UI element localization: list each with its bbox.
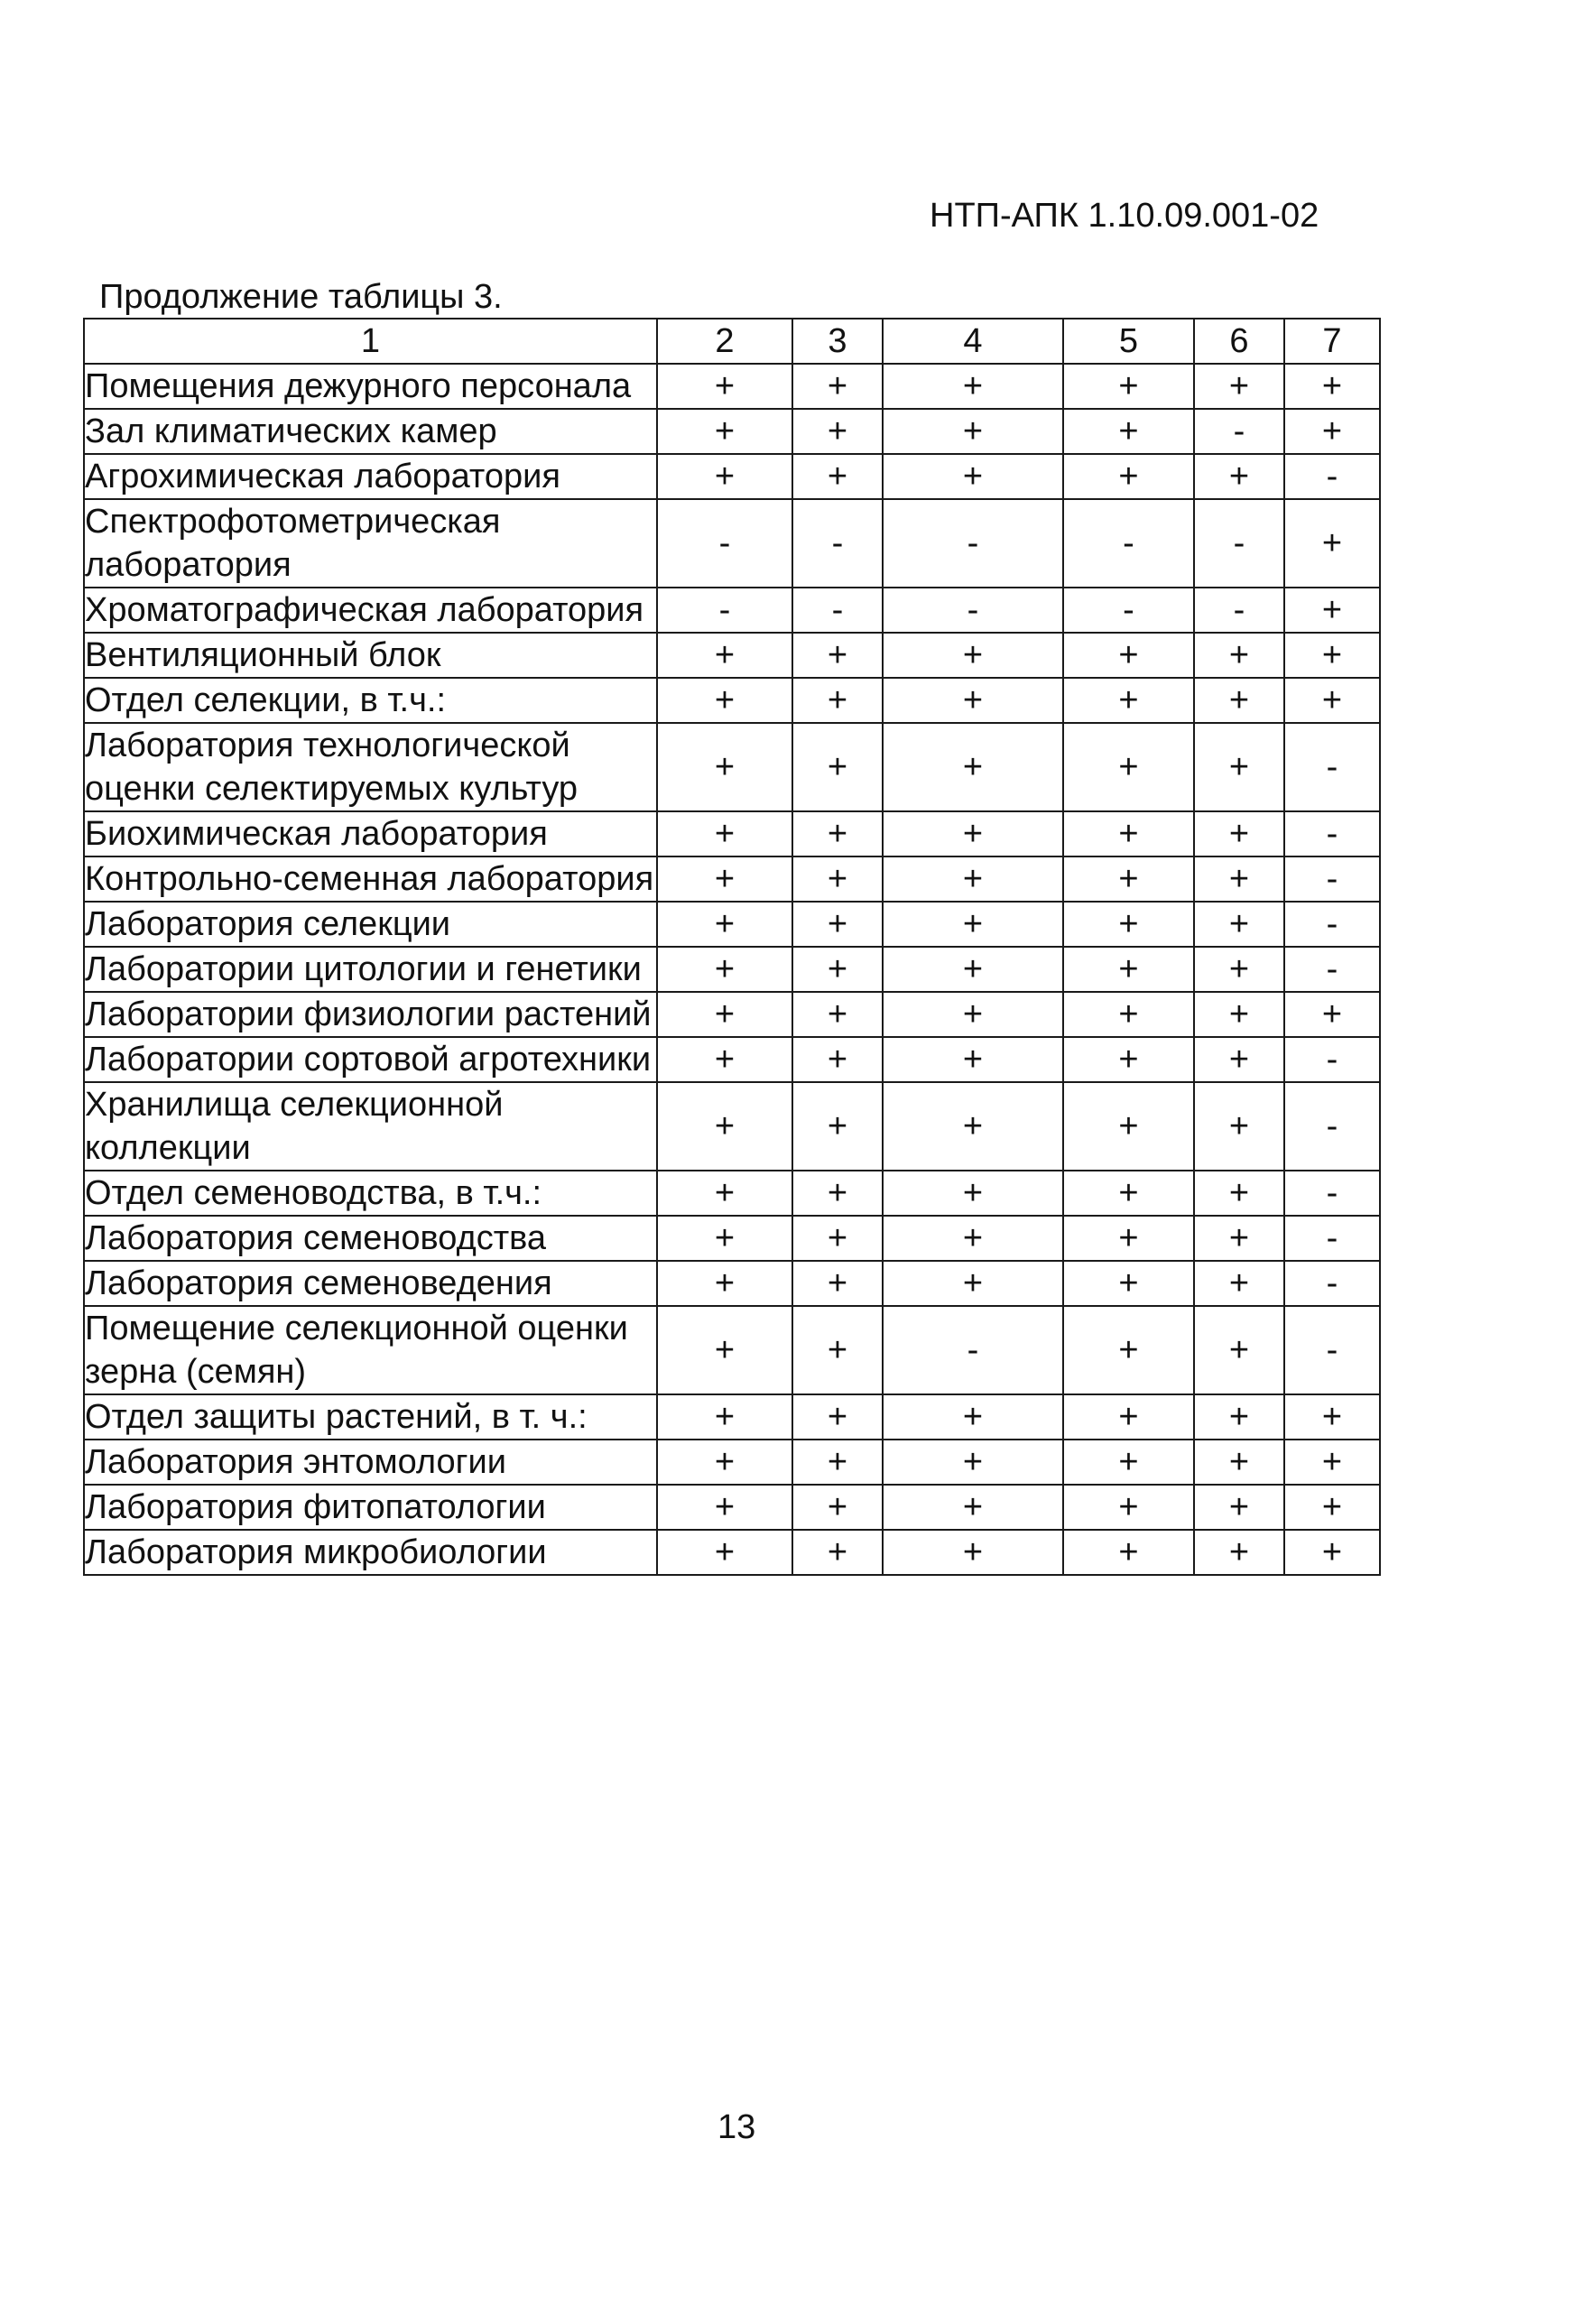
table-cell: + bbox=[1194, 1261, 1284, 1306]
table-cell: + bbox=[657, 947, 792, 992]
table-cell: - bbox=[883, 499, 1063, 588]
row-label: Лаборатории физиологии растений bbox=[84, 992, 657, 1037]
table-cell: + bbox=[657, 633, 792, 678]
table-row bbox=[84, 1082, 1380, 1171]
table-row bbox=[84, 723, 1380, 811]
table-cell: + bbox=[883, 1440, 1063, 1485]
table-cell: + bbox=[1284, 499, 1380, 588]
table-cell: + bbox=[1063, 678, 1194, 723]
table-cell: + bbox=[1194, 902, 1284, 947]
table-row bbox=[84, 992, 1380, 1037]
table-cell: + bbox=[1194, 947, 1284, 992]
document-code: НТП-АПК 1.10.09.001-02 bbox=[930, 197, 1319, 235]
table-cell: + bbox=[1194, 856, 1284, 902]
table-cell: + bbox=[883, 454, 1063, 499]
table-cell: + bbox=[1194, 678, 1284, 723]
row-label: Лаборатории сортовой агротехники bbox=[84, 1037, 657, 1082]
table-cell: + bbox=[883, 1530, 1063, 1575]
row-label: Вентиляционный блок bbox=[84, 633, 657, 678]
table-cell: - bbox=[1284, 811, 1380, 856]
table-cell: + bbox=[1063, 633, 1194, 678]
table-cell: - bbox=[883, 588, 1063, 633]
table-cell: + bbox=[792, 1306, 883, 1394]
table-cell: + bbox=[1063, 1216, 1194, 1261]
table-cell: + bbox=[1063, 1171, 1194, 1216]
table-cell: + bbox=[792, 1216, 883, 1261]
table-cell: - bbox=[1284, 856, 1380, 902]
row-label: Спектрофотометрическая лаборатория bbox=[84, 499, 657, 588]
row-label: Лаборатория энтомологии bbox=[84, 1440, 657, 1485]
table-row bbox=[84, 856, 1380, 902]
row-label: Помещения дежурного персонала bbox=[84, 364, 657, 409]
table-header-row bbox=[84, 319, 1380, 364]
column-header: 7 bbox=[1284, 319, 1380, 364]
table-cell: + bbox=[1194, 1440, 1284, 1485]
table-caption: Продолжение таблицы 3. bbox=[99, 278, 503, 316]
row-label: Лаборатория семеноводства bbox=[84, 1216, 657, 1261]
table-cell: + bbox=[1194, 1171, 1284, 1216]
row-label: Биохимическая лаборатория bbox=[84, 811, 657, 856]
table-row bbox=[84, 902, 1380, 947]
table-cell: + bbox=[792, 1440, 883, 1485]
table-cell: + bbox=[883, 902, 1063, 947]
table-cell: + bbox=[1194, 992, 1284, 1037]
row-label: Хранилища селекционной коллекции bbox=[84, 1082, 657, 1171]
table-cell: + bbox=[1284, 1394, 1380, 1440]
table-cell: + bbox=[1063, 947, 1194, 992]
row-label: Агрохимическая лаборатория bbox=[84, 454, 657, 499]
table-row bbox=[84, 409, 1380, 454]
row-label: Лаборатории цитологии и генетики bbox=[84, 947, 657, 992]
table-cell: - bbox=[1284, 1216, 1380, 1261]
row-label: Отдел семеноводства, в т.ч.: bbox=[84, 1171, 657, 1216]
table-cell: + bbox=[657, 1306, 792, 1394]
table-cell: + bbox=[657, 811, 792, 856]
table-row bbox=[84, 678, 1380, 723]
table-cell: + bbox=[657, 723, 792, 811]
column-header: 5 bbox=[1063, 319, 1194, 364]
table-cell: - bbox=[1284, 1037, 1380, 1082]
table-cell: + bbox=[1194, 1485, 1284, 1530]
table-cell: + bbox=[883, 1261, 1063, 1306]
table-row bbox=[84, 1485, 1380, 1530]
table-cell: + bbox=[883, 856, 1063, 902]
table-cell: + bbox=[1284, 633, 1380, 678]
row-label: Лаборатория технологической оценки селектируемых культур bbox=[84, 723, 657, 811]
table-cell: + bbox=[1194, 1306, 1284, 1394]
table-cell: - bbox=[1063, 499, 1194, 588]
table-row bbox=[84, 633, 1380, 678]
table-cell: + bbox=[1063, 723, 1194, 811]
table-cell: + bbox=[657, 409, 792, 454]
table-cell: + bbox=[657, 1261, 792, 1306]
table-cell: + bbox=[1194, 1037, 1284, 1082]
table-cell: + bbox=[657, 902, 792, 947]
table-cell: + bbox=[883, 723, 1063, 811]
table-cell: + bbox=[792, 902, 883, 947]
table-cell: + bbox=[1194, 811, 1284, 856]
table-cell: - bbox=[792, 499, 883, 588]
table-cell: + bbox=[792, 409, 883, 454]
table-cell: + bbox=[1063, 1530, 1194, 1575]
table-cell: - bbox=[1284, 1171, 1380, 1216]
table-cell: + bbox=[792, 947, 883, 992]
row-label: Лаборатория семеноведения bbox=[84, 1261, 657, 1306]
table-cell: + bbox=[1063, 409, 1194, 454]
row-label: Лаборатория селекции bbox=[84, 902, 657, 947]
table-cell: - bbox=[1284, 1261, 1380, 1306]
table-cell: + bbox=[657, 856, 792, 902]
table-cell: + bbox=[883, 1171, 1063, 1216]
row-label: Лаборатория фитопатологии bbox=[84, 1485, 657, 1530]
table-cell: + bbox=[792, 992, 883, 1037]
table-cell: + bbox=[657, 454, 792, 499]
table-cell: + bbox=[883, 633, 1063, 678]
table-cell: - bbox=[1194, 588, 1284, 633]
row-label: Контрольно-семенная лаборатория bbox=[84, 856, 657, 902]
table-cell: + bbox=[1284, 1440, 1380, 1485]
table-cell: + bbox=[792, 1530, 883, 1575]
table-cell: + bbox=[1063, 811, 1194, 856]
table-cell: + bbox=[1063, 1440, 1194, 1485]
table-row bbox=[84, 1530, 1380, 1575]
table-cell: + bbox=[1063, 364, 1194, 409]
table-cell: + bbox=[1194, 1530, 1284, 1575]
table-row bbox=[84, 811, 1380, 856]
table-cell: - bbox=[1284, 723, 1380, 811]
table-cell: + bbox=[657, 1530, 792, 1575]
table-cell: + bbox=[792, 723, 883, 811]
continuation-table bbox=[83, 318, 1381, 1576]
table-cell: + bbox=[792, 678, 883, 723]
table-cell: + bbox=[883, 1216, 1063, 1261]
table-row bbox=[84, 1216, 1380, 1261]
table-cell: + bbox=[1284, 364, 1380, 409]
table-cell: + bbox=[883, 678, 1063, 723]
table-cell: + bbox=[1063, 856, 1194, 902]
table-row bbox=[84, 1171, 1380, 1216]
table-cell: + bbox=[883, 811, 1063, 856]
table-cell: - bbox=[1284, 454, 1380, 499]
table-cell: + bbox=[883, 1394, 1063, 1440]
table-cell: + bbox=[657, 1171, 792, 1216]
table-cell: + bbox=[883, 1082, 1063, 1171]
table-cell: - bbox=[1284, 1082, 1380, 1171]
row-label: Хроматографическая лаборатория bbox=[84, 588, 657, 633]
table-cell: + bbox=[657, 678, 792, 723]
table-cell: + bbox=[1194, 454, 1284, 499]
table-cell: + bbox=[1063, 454, 1194, 499]
table-cell: - bbox=[657, 588, 792, 633]
table-cell: + bbox=[792, 811, 883, 856]
table-cell: + bbox=[792, 1485, 883, 1530]
table-cell: + bbox=[883, 1485, 1063, 1530]
table-cell: - bbox=[1284, 902, 1380, 947]
table-cell: + bbox=[1063, 902, 1194, 947]
table-cell: + bbox=[1063, 1306, 1194, 1394]
table-row bbox=[84, 1306, 1380, 1394]
row-label: Лаборатория микробиологии bbox=[84, 1530, 657, 1575]
table-cell: + bbox=[1194, 364, 1284, 409]
table-cell: + bbox=[792, 1261, 883, 1306]
column-header: 4 bbox=[883, 319, 1063, 364]
table-cell: + bbox=[1284, 678, 1380, 723]
table-cell: + bbox=[1063, 1261, 1194, 1306]
table-cell: + bbox=[883, 947, 1063, 992]
table-cell: + bbox=[1063, 1037, 1194, 1082]
table-cell: - bbox=[1194, 409, 1284, 454]
table-cell: + bbox=[883, 364, 1063, 409]
row-label: Отдел защиты растений, в т. ч.: bbox=[84, 1394, 657, 1440]
column-header: 3 bbox=[792, 319, 883, 364]
column-header: 2 bbox=[657, 319, 792, 364]
column-header: 6 bbox=[1194, 319, 1284, 364]
table-cell: + bbox=[657, 1440, 792, 1485]
table-cell: + bbox=[657, 1216, 792, 1261]
table-cell: + bbox=[1284, 992, 1380, 1037]
table-row bbox=[84, 1037, 1380, 1082]
table-cell: + bbox=[1284, 588, 1380, 633]
table-cell: + bbox=[1063, 1394, 1194, 1440]
table-cell: + bbox=[792, 1394, 883, 1440]
table-cell: + bbox=[883, 992, 1063, 1037]
table-row bbox=[84, 499, 1380, 588]
column-header: 1 bbox=[84, 319, 657, 364]
page-number: 13 bbox=[717, 2108, 756, 2146]
table-cell: + bbox=[792, 1037, 883, 1082]
table-row bbox=[84, 588, 1380, 633]
table-cell: - bbox=[1194, 499, 1284, 588]
table-cell: + bbox=[792, 856, 883, 902]
table-cell: + bbox=[657, 1037, 792, 1082]
table-cell: + bbox=[1063, 1082, 1194, 1171]
row-label: Помещение селекционной оценки зерна (семян) bbox=[84, 1306, 657, 1394]
table-cell: + bbox=[792, 364, 883, 409]
table-cell: + bbox=[1063, 1485, 1194, 1530]
table-cell: - bbox=[1284, 1306, 1380, 1394]
table-row bbox=[84, 1440, 1380, 1485]
table-cell: + bbox=[792, 1171, 883, 1216]
row-label: Отдел селекции, в т.ч.: bbox=[84, 678, 657, 723]
table-cell: + bbox=[792, 1082, 883, 1171]
table-cell: + bbox=[792, 633, 883, 678]
table-cell: + bbox=[1194, 1394, 1284, 1440]
table-cell: + bbox=[1194, 723, 1284, 811]
table-cell: - bbox=[1063, 588, 1194, 633]
table-cell: - bbox=[792, 588, 883, 633]
table-cell: + bbox=[1063, 992, 1194, 1037]
table-cell: + bbox=[1284, 409, 1380, 454]
table-row bbox=[84, 947, 1380, 992]
table-cell: + bbox=[657, 364, 792, 409]
table-cell: + bbox=[657, 1394, 792, 1440]
row-label: Зал климатических камер bbox=[84, 409, 657, 454]
table-cell: + bbox=[657, 1082, 792, 1171]
table-cell: + bbox=[1194, 633, 1284, 678]
table-row bbox=[84, 454, 1380, 499]
table-cell: + bbox=[883, 1037, 1063, 1082]
table-cell: + bbox=[657, 1485, 792, 1530]
table-row bbox=[84, 364, 1380, 409]
table-cell: - bbox=[883, 1306, 1063, 1394]
table-cell: + bbox=[1284, 1485, 1380, 1530]
table-cell: + bbox=[1194, 1216, 1284, 1261]
table-cell: - bbox=[657, 499, 792, 588]
table-row bbox=[84, 1261, 1380, 1306]
table-cell: - bbox=[1284, 947, 1380, 992]
table-cell: + bbox=[657, 992, 792, 1037]
table-cell: + bbox=[792, 454, 883, 499]
table-cell: + bbox=[1284, 1530, 1380, 1575]
table-cell: + bbox=[1194, 1082, 1284, 1171]
table-row bbox=[84, 1394, 1380, 1440]
table-cell: + bbox=[883, 409, 1063, 454]
